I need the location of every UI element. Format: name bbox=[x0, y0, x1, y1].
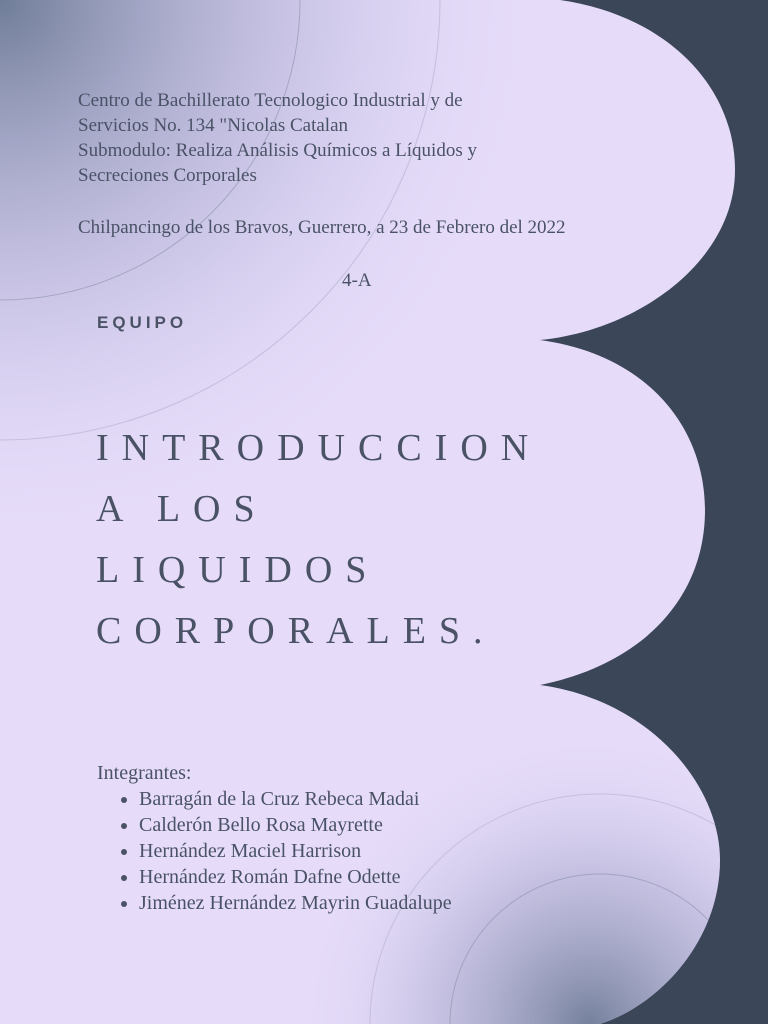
submodule-line: Submodulo: Realiza Análisis Químicos a Líquidos y bbox=[78, 140, 477, 161]
title-line: A LOS bbox=[96, 488, 268, 530]
school-line: Centro de Bachillerato Tecnologico Industrial y de bbox=[78, 90, 463, 111]
members-label: Integrantes: bbox=[97, 762, 192, 784]
title-line: CORPORALES. bbox=[96, 610, 496, 652]
school-info bbox=[78, 88, 638, 188]
members-list bbox=[97, 786, 617, 916]
members-section bbox=[97, 760, 617, 916]
title-line: LIQUIDOS bbox=[96, 549, 380, 591]
title-line: INTRODUCCION bbox=[96, 427, 542, 469]
list-item: • Hernández Román Dafne Odette bbox=[139, 864, 617, 890]
list-item: • Calderón Bello Rosa Mayrette bbox=[139, 812, 617, 838]
list-item: • Hernández Maciel Harrison bbox=[139, 838, 617, 864]
school-line: Servicios No. 134 "Nicolas Catalan bbox=[78, 115, 349, 136]
submodule-line: Secreciones Corporales bbox=[78, 165, 257, 186]
place-date: Chilpancingo de los Bravos, Guerrero, a 23 de Febrero del 2022 bbox=[78, 217, 566, 238]
list-item: • Barragán de la Cruz Rebeca Madai bbox=[139, 786, 617, 812]
team-label: EQUIPO bbox=[97, 313, 188, 332]
document-title bbox=[96, 418, 656, 662]
group-label: 4-A bbox=[342, 270, 372, 291]
list-item: • Jiménez Hernández Mayrin Guadalupe bbox=[139, 890, 617, 916]
